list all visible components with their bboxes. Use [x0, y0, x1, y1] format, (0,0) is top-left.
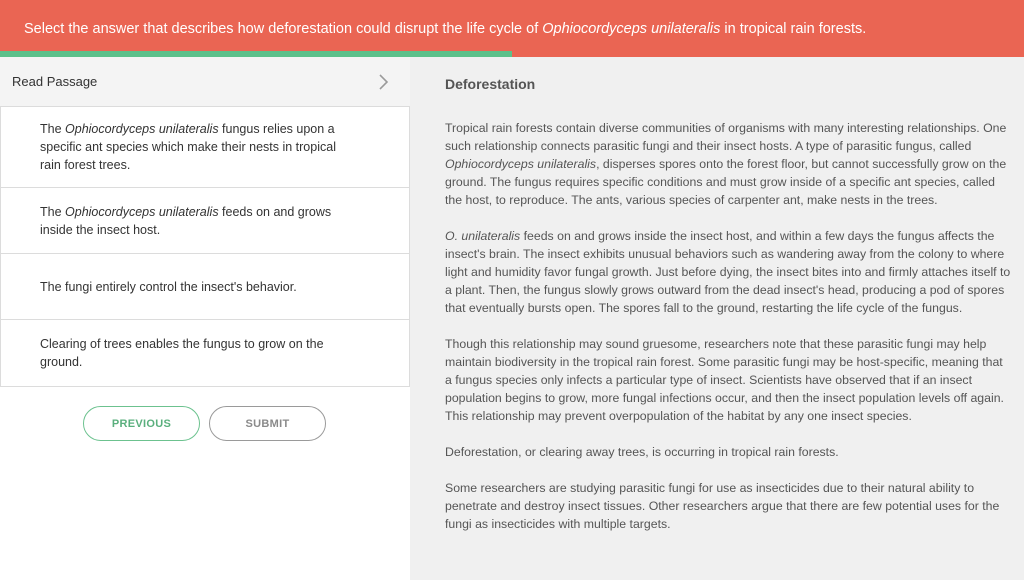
question-text-pre: Select the answer that describes how deforestation could disrupt the life cycle of — [24, 21, 543, 37]
submit-button[interactable]: SUBMIT — [209, 406, 326, 441]
passage-body — [445, 119, 1011, 551]
answer-choices — [0, 106, 410, 387]
answer-choice-1-pre: The — [40, 122, 66, 136]
passage-p1-post: , disperses spores onto the forest floor, but cannot successfully grow on the ground. The fungus requires specific conditions and must grow inside of a specific ant species, called the host, to reproduce. The ants, various species of carpenter ant, make nests in the trees. — [445, 157, 1007, 207]
passage-paragraph-2 — [445, 227, 1011, 317]
answer-choice-4[interactable] — [1, 320, 409, 386]
answer-choice-3[interactable] — [1, 254, 409, 320]
question-text — [24, 20, 866, 38]
passage-panel — [410, 57, 1024, 580]
read-passage-label: Read Passage — [12, 74, 98, 89]
passage-title: Deforestation — [445, 76, 536, 92]
passage-paragraph-3: Though this relationship may sound gruesome, researchers note that these parasitic fungi may help maintain biodiversity in the tropical rain forest. Some parasitic fungi may be host-specific, meaning that a fungus species only infects a particular type of insect. Scientists have observed that if an insect population begins to grow, more fungal infections occur, and then the insect population levels off again. This relationship may prevent overpopulation of the habitat by any one insect species. — [445, 337, 1004, 423]
answer-choice-2-pre: The — [40, 204, 66, 219]
chevron-right-icon — [376, 73, 392, 91]
answer-choice-text: Clearing of trees enables the fungus to grow on the ground. — [40, 337, 324, 369]
question-header — [0, 0, 1024, 57]
answer-choice-text — [40, 120, 357, 174]
question-text-post: in tropical rain forests. — [720, 21, 867, 37]
answer-choice-text — [40, 203, 357, 239]
passage-p2-post: feeds on and grows inside the insect host, and within a few days the fungus affects the insect's brain. The insect exhibits unusual behaviors such as wandering away from the colony to where light and humidity favor fungal growth. Just before dying, the insect bites into and firmly attaches itself to a plant. Then, the fungus slowly grows outward from the dead insect's head, producing a pod of spores that eventually bursts open. The spores fall to the ground, restarting the life cycle of the fungus. — [445, 229, 1011, 315]
answer-choice-2-species: Ophiocordyceps unilateralis — [65, 204, 219, 219]
answer-choice-2[interactable] — [1, 188, 409, 254]
answer-panel — [0, 57, 410, 580]
passage-p1-species: Ophiocordyceps unilateralis — [445, 157, 597, 171]
passage-paragraph-5: Some researchers are studying parasitic fungi for use as insecticides due to their natural ability to penetrate and destroy insect tissues. Other researchers argue that there are few potential uses for the fungi as insecticides with multiple targets. — [445, 481, 1000, 531]
previous-button[interactable]: PREVIOUS — [83, 406, 200, 441]
question-species-name: Ophiocordyceps unilateralis — [542, 21, 721, 37]
answer-choice-1-post: fungus relies upon a specific ant species which make their nests in tropical rain forest trees. — [40, 122, 336, 172]
passage-paragraph-1 — [445, 119, 1011, 209]
answer-choice-text: The fungi entirely control the insect's behavior. — [40, 279, 297, 294]
passage-p1-pre: Tropical rain forests contain diverse communities of organisms with many interesting relationships. One such relationship connects parasitic fungi and their insect hosts. A type of parasitic fungus, called — [445, 121, 1007, 153]
passage-paragraph-4: Deforestation, or clearing away trees, is occurring in tropical rain forests. — [445, 445, 839, 459]
answer-choice-1[interactable] — [1, 107, 409, 188]
read-passage-toggle[interactable] — [0, 57, 410, 107]
answer-choice-1-species: Ophiocordyceps unilateralis — [65, 122, 219, 136]
passage-p2-species: O. unilateralis — [445, 229, 521, 243]
answer-choice-2-post: feeds on and grows inside the insect host. — [40, 204, 332, 237]
